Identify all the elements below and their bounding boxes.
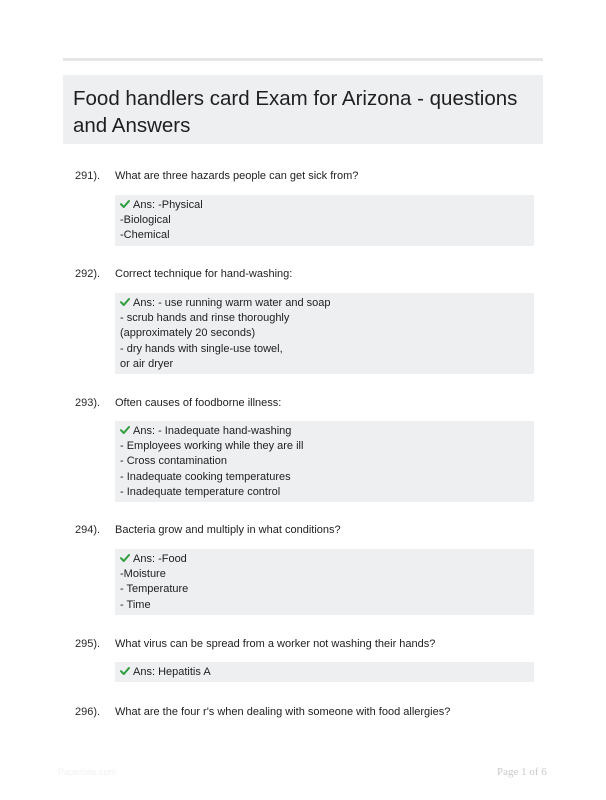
answer-box <box>115 421 534 502</box>
question-number: 293). <box>75 397 101 409</box>
question-number: 291). <box>75 170 101 182</box>
answer-line: - scrub hands and rinse thoroughly <box>120 312 290 325</box>
question-text: What are the four r's when dealing with someone with food allergies? <box>115 706 451 718</box>
answer-box <box>115 195 534 246</box>
answer-box <box>115 662 534 682</box>
qa-item <box>63 636 543 678</box>
answer-line: - Employees working while they are ill <box>120 440 304 453</box>
answer-line: - Time <box>120 598 151 611</box>
answer-line: or air dryer <box>120 357 174 370</box>
question-number: 294). <box>75 524 101 536</box>
answer-line: -Biological <box>120 214 171 227</box>
qa-item <box>63 522 543 611</box>
qa-item <box>63 168 543 242</box>
qa-item <box>63 704 543 720</box>
question-text: What virus can be spread from a worker not washing their hands? <box>115 638 436 650</box>
question-number: 292). <box>75 268 101 280</box>
answer-line: Ans: Hepatitis A <box>133 666 211 678</box>
check-icon <box>120 199 130 209</box>
check-icon <box>120 297 130 307</box>
answer-line: - Temperature <box>120 583 189 596</box>
answer-box <box>115 293 534 374</box>
answer-line: (approximately 20 seconds) <box>120 327 256 340</box>
answer-line: Ans: - Inadequate hand-washing <box>133 425 292 437</box>
answer-line: - Inadequate temperature control <box>120 485 281 498</box>
answer-line: - Cross contamination <box>120 455 227 468</box>
answer-line: -Moisture <box>120 568 166 581</box>
document-title: Food handlers card Exam for Arizona - questions and Answers <box>73 87 518 137</box>
question-text: Correct technique for hand-washing: <box>115 268 293 280</box>
answer-line: Ans: -Physical <box>133 199 203 211</box>
question-number: 295). <box>75 638 101 650</box>
answer-box <box>115 549 534 615</box>
answer-line: Ans: - use running warm water and soap <box>133 297 331 309</box>
check-icon <box>120 666 130 676</box>
footer-watermark: Paperbite.com <box>58 767 117 777</box>
qa-item <box>63 266 543 370</box>
answer-line: - Inadequate cooking temperatures <box>120 470 291 483</box>
question-number: 296). <box>75 706 101 718</box>
qa-item <box>63 395 543 498</box>
answer-line: -Chemical <box>120 229 170 242</box>
title-banner <box>63 75 543 144</box>
check-icon <box>120 425 130 435</box>
question-text: Often causes of foodborne illness: <box>115 397 282 409</box>
top-divider <box>63 58 543 61</box>
question-text: What are three hazards people can get sick from? <box>115 170 359 182</box>
answer-line: - dry hands with single-use towel, <box>120 342 283 355</box>
check-icon <box>120 553 130 563</box>
page-indicator: Page 1 of 6 <box>497 766 547 778</box>
answer-line: Ans: -Food <box>133 553 187 565</box>
question-text: Bacteria grow and multiply in what conditions? <box>115 524 341 536</box>
